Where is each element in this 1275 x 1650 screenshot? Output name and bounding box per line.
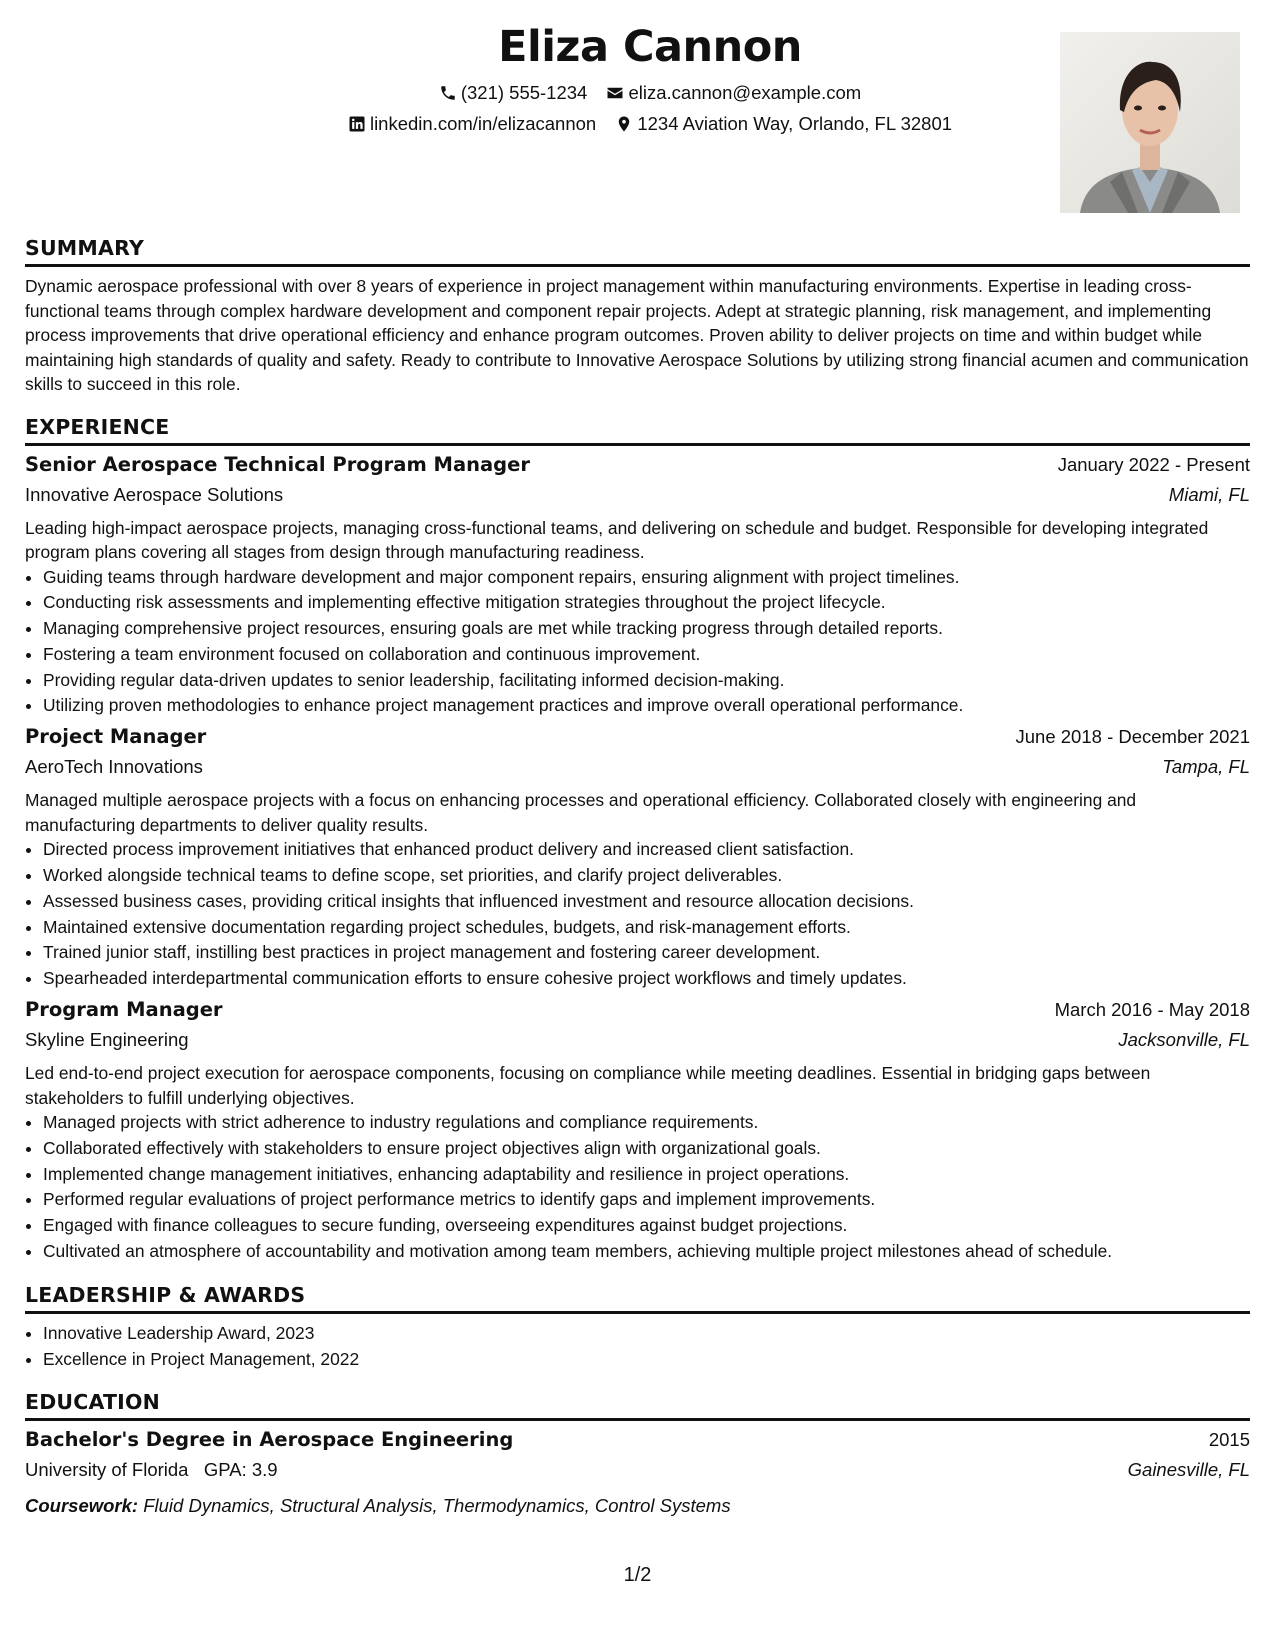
summary-section [25, 236, 1250, 397]
envelope-icon [606, 84, 624, 102]
job-location: Miami, FL [1168, 483, 1250, 505]
job-title: Program Manager [25, 998, 223, 1022]
job-entry [25, 725, 1250, 992]
job-entry [25, 453, 1250, 720]
bullet-item: • Utilizing proven methodologies to enhance project management practices and improve overall operational performance. [43, 693, 1250, 719]
candidate-name: Eliza Cannon [498, 22, 802, 72]
job-description: Managed multiple aerospace projects with a focus on enhancing processes and operational efficiency. Collaborated closely with engineering and manufacturing departments to deliver quality results. [25, 790, 1137, 835]
awards-section [25, 1283, 1250, 1373]
bullet-item: • Managing comprehensive project resources, ensuring goals are met while tracking progress through detailed reports. [43, 616, 1250, 642]
contact-linkedin[interactable] [348, 113, 596, 135]
linkedin-text[interactable]: linkedin.com/in/elizacannon [369, 113, 597, 134]
contact-address [615, 113, 952, 135]
awards-heading: LEADERSHIP & AWARDS [25, 1283, 1250, 1314]
summary-heading: SUMMARY [25, 236, 1250, 267]
job-dates: June 2018 - December 2021 [1015, 726, 1250, 748]
profile-photo [1060, 32, 1240, 213]
company-name: AeroTech Innovations [25, 756, 203, 778]
job-description: Leading high-impact aerospace projects, managing cross-functional teams, and delivering on schedule and budget. Responsible for developing integrated program plans covering all stages from design through manufacturing readiness. [25, 517, 1209, 562]
school-location: Gainesville, FL [1127, 1459, 1250, 1481]
resume-page [25, 18, 1250, 1517]
bullet-item: • Engaged with finance colleagues to secure funding, overseeing expenditures against budget projections. [43, 1213, 1250, 1239]
coursework-list: Fluid Dynamics, Structural Analysis, Thermodynamics, Control Systems [143, 1495, 731, 1517]
bullet-item: • Trained junior staff, instilling best practices in project management and fostering career development. [43, 940, 1250, 966]
awards-list [25, 1321, 1250, 1373]
bullet-item: • Collaborated effectively with stakeholders to ensure project objectives align with organizational goals. [43, 1136, 1250, 1162]
map-pin-icon [615, 115, 633, 133]
phone-icon [439, 84, 457, 102]
gpa: GPA: 3.9 [203, 1459, 278, 1481]
school-name: University of Florida [25, 1459, 189, 1481]
job-title: Project Manager [25, 725, 207, 749]
bullet-item: • Managed projects with strict adherence to industry regulations and compliance requirements. [43, 1110, 1250, 1136]
bullet-item: • Fostering a team environment focused on collaboration and continuous improvement. [43, 642, 1250, 668]
company-name: Innovative Aerospace Solutions [25, 483, 284, 505]
company-name: Skyline Engineering [25, 1029, 189, 1051]
bullet-item: • Cultivated an atmosphere of accountability and motivation among team members, achieving multiple project milestones ahead of schedule. [43, 1239, 1250, 1265]
job-location: Tampa, FL [1162, 756, 1250, 778]
linkedin-icon [348, 115, 366, 133]
experience-section [25, 415, 1250, 1265]
school-info [25, 1459, 278, 1481]
bullet-item: • Maintained extensive documentation regarding project schedules, budgets, and risk-management efforts. [43, 915, 1250, 941]
bullet-item: • Performed regular evaluations of project performance metrics to identify gaps and implement improvements. [43, 1187, 1250, 1213]
bullet-item: • Spearheaded interdepartmental communication efforts to ensure cohesive project workflows and timely updates. [43, 966, 1250, 992]
coursework [25, 1495, 1250, 1517]
experience-heading: EXPERIENCE [25, 415, 1250, 446]
resume-header [25, 18, 1250, 218]
job-description: Led end-to-end project execution for aerospace components, focusing on compliance while meeting deadlines. Essential in bridging gaps between stakeholders to fulfill underlying objectives. [25, 1063, 1151, 1108]
job-bullets [25, 1110, 1250, 1265]
summary-text: Dynamic aerospace professional with over 8 years of experience in project management within manufacturing environments. Expertise in leading cross-functional teams through complex hardware development and component repair projects. Adept at strategic planning, risk management, and implementing process improvements that drive operational efficiency and enhance program outcomes. Proven ability to deliver projects on time and within budget while maintaining high standards of quality and safety. Ready to contribute to Innovative Aerospace Solutions by utilizing strong financial acumen and communication skills to succeed in this role. [25, 276, 1249, 394]
bullet-item: • Directed process improvement initiatives that enhanced product delivery and increased client satisfaction. [43, 837, 1250, 863]
job-title: Senior Aerospace Technical Program Manager [25, 452, 530, 476]
degree-title: Bachelor's Degree in Aerospace Engineering [25, 1428, 514, 1452]
award-item: • Innovative Leadership Award, 2023 [43, 1321, 1250, 1347]
education-section [25, 1390, 1250, 1517]
job-dates: March 2016 - May 2018 [1054, 999, 1250, 1021]
job-entry [25, 998, 1250, 1265]
bullet-item: • Assessed business cases, providing critical insights that influenced investment and resource allocation decisions. [43, 889, 1250, 915]
address-text: 1234 Aviation Way, Orlando, FL 32801 [637, 113, 953, 134]
contact-phone [439, 82, 588, 104]
education-heading: EDUCATION [25, 1390, 1250, 1421]
phone-text: (321) 555-1234 [460, 82, 588, 103]
graduation-year: 2015 [1208, 1429, 1250, 1451]
email-text[interactable]: eliza.cannon@example.com [628, 82, 862, 103]
job-dates: January 2022 - Present [1057, 453, 1250, 475]
job-bullets [25, 565, 1250, 720]
job-bullets [25, 837, 1250, 992]
contact-email[interactable] [606, 82, 861, 104]
award-item: • Excellence in Project Management, 2022 [43, 1347, 1250, 1373]
bullet-item: • Providing regular data-driven updates to senior leadership, facilitating informed decision-making. [43, 668, 1250, 694]
page-number: 1/2 [623, 1564, 652, 1586]
coursework-label: Coursework: [25, 1495, 139, 1517]
bullet-item: • Implemented change management initiatives, enhancing adaptability and resilience in project operations. [43, 1162, 1250, 1188]
bullet-item: • Guiding teams through hardware development and major component repairs, ensuring alignment with project timelines. [43, 565, 1250, 591]
bullet-item: • Worked alongside technical teams to define scope, set priorities, and clarify project deliverables. [43, 863, 1250, 889]
job-location: Jacksonville, FL [1118, 1029, 1250, 1051]
bullet-item: • Conducting risk assessments and implementing effective mitigation strategies throughout the project lifecycle. [43, 590, 1250, 616]
